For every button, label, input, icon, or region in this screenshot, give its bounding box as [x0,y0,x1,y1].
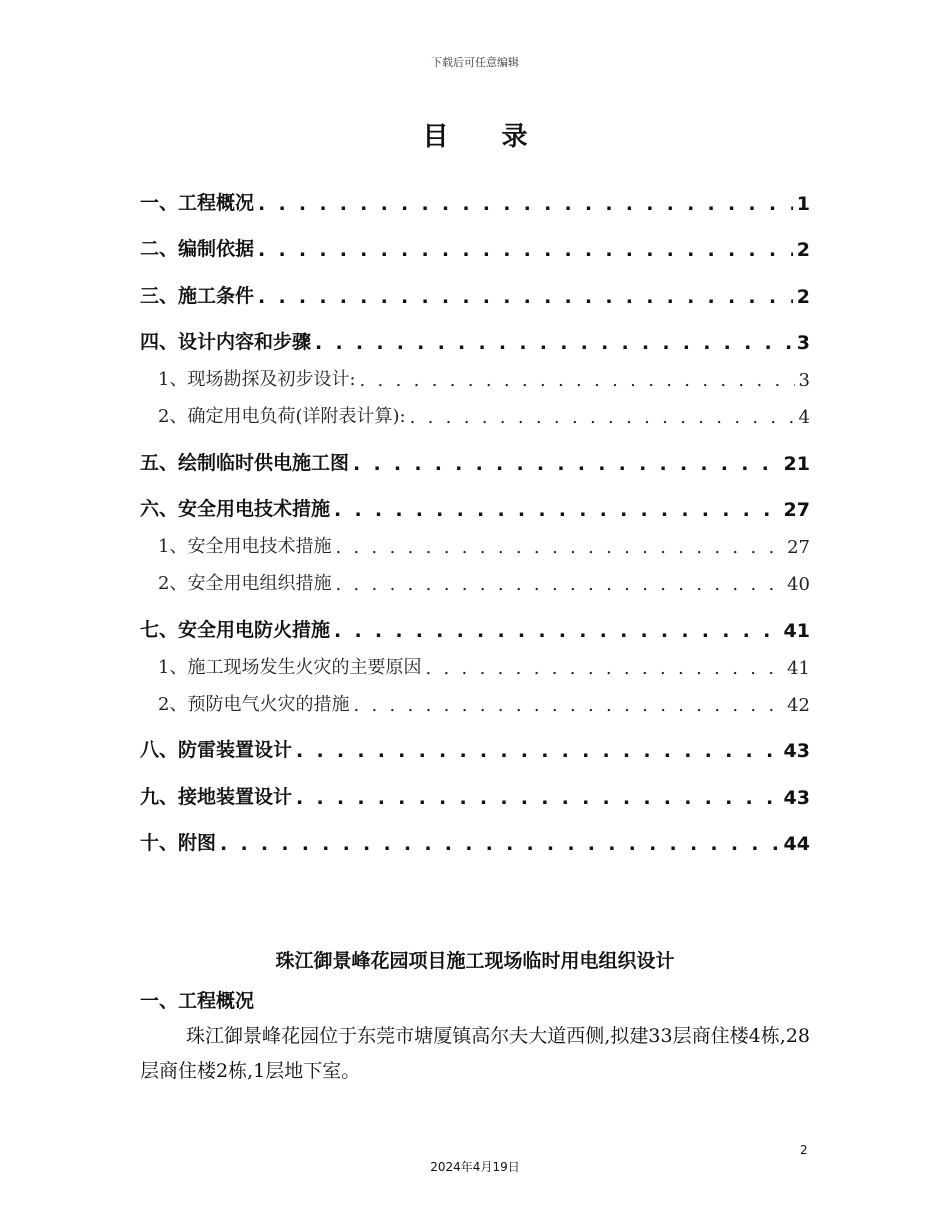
toc-entry-label: 二、编制依据 [140,238,255,260]
toc-entry-page: 21 [783,452,810,475]
toc-entry-page: 2 [796,239,810,261]
toc-entry-page: 4 [798,407,810,428]
toc-leader-dots [296,787,780,809]
toc-entry-label: 1、安全用电技术措施 [158,536,332,557]
toc-leader-dots [296,740,780,762]
toc-entry-label: 三、施工条件 [140,284,255,307]
toc-entry-label: 九、接地装置设计 [140,785,293,808]
toc-entry[interactable] [140,428,810,475]
toc-entry[interactable] [140,595,810,642]
toc-leader-dots [315,332,793,354]
toc-entry-page: 43 [783,740,810,762]
toc-entry-label: 十、附图 [140,832,217,854]
toc-subentry[interactable] [140,521,810,558]
toc-leader-dots [335,537,783,558]
toc-entry[interactable] [140,716,810,763]
toc-entry-label: 八、防雷装置设计 [140,739,293,761]
toc-entry-label: 2、预防电气火灾的措施 [158,693,350,715]
toc-leader-dots [335,574,783,595]
toc-entry[interactable] [140,762,810,809]
body-paragraph: 珠江御景峰花园位于东莞市塘厦镇高尔夫大道西侧,拟建33层商住楼4栋,28层商住楼2栋,1层地下室。 [140,1025,810,1082]
toc-entry-page: 3 [796,332,810,354]
toc-entry-label: 六、安全用电技术措施 [140,498,331,520]
toc-leader-dots [410,407,795,428]
document-title: 珠江御景峰花园项目施工现场临时用电组织设计 [275,950,675,972]
toc-entry-page: 3 [798,370,810,391]
toc-subentry[interactable] [140,391,810,428]
toc-leader-dots [258,239,793,261]
toc-entry-label: 2、确定用电负荷(详附表计算): [158,406,406,427]
toc-entry[interactable] [140,168,810,215]
toc-leader-dots [258,193,793,215]
toc-entry-page: 44 [783,833,810,855]
toc-entry-page: 42 [787,694,810,716]
toc-title: 目 录 [422,122,550,152]
toc-subentry[interactable] [140,679,810,716]
toc-leader-dots [258,286,793,308]
toc-subentry[interactable] [140,642,810,679]
toc-leader-dots [360,370,795,391]
toc-leader-dots [353,695,783,716]
toc-entry-page: 2 [796,285,810,308]
toc-entry-label: 1、施工现场发生火灾的主要原因 [158,656,422,678]
toc-entry-label: 五、绘制临时供电施工图 [140,451,350,474]
page-header-note: 下载后可任意编辑 [431,56,519,69]
toc-entry-page: 40 [787,574,810,595]
toc-entry-label: 四、设计内容和步骤 [140,331,312,353]
table-of-contents [140,168,810,855]
toc-entry-page: 27 [783,499,810,521]
toc-leader-dots [334,499,780,521]
toc-entry[interactable] [140,308,810,355]
toc-leader-dots [425,658,783,679]
page-number: 2 [800,1143,808,1157]
toc-leader-dots [353,453,780,475]
toc-entry[interactable] [140,809,810,856]
toc-entry[interactable] [140,261,810,308]
toc-leader-dots [334,620,780,642]
toc-entry-page: 27 [787,537,810,558]
toc-entry[interactable] [140,475,810,522]
toc-entry-page: 43 [783,786,810,809]
toc-entry[interactable] [140,215,810,262]
toc-entry-label: 2、安全用电组织措施 [158,573,332,594]
toc-subentry[interactable] [140,354,810,391]
toc-entry-label: 1、现场勘探及初步设计: [158,369,356,390]
toc-entry-page: 1 [796,192,810,215]
toc-entry-page: 41 [783,619,810,642]
toc-entry-label: 七、安全用电防火措施 [140,618,331,641]
toc-entry-page: 41 [787,657,810,679]
toc-subentry[interactable] [140,558,810,595]
footer-date: 2024年4月19日 [430,1160,520,1174]
toc-entry-label: 一、工程概况 [140,191,255,214]
toc-leader-dots [220,833,780,855]
section-heading: 一、工程概况 [140,990,255,1012]
